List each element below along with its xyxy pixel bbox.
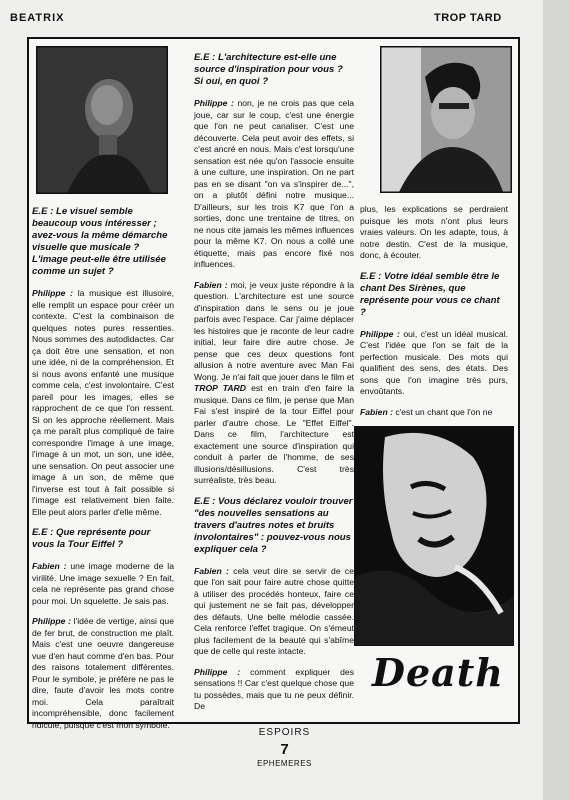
photo-portrait-left <box>36 46 168 194</box>
header-band-name: BEATRIX <box>10 12 65 24</box>
speaker-name: Fabien : <box>360 406 393 417</box>
interview-answer <box>194 98 354 271</box>
footer-page-number: 7 <box>280 741 289 758</box>
answer-text-continued: est en train d'en faire la musique. Dans ce film, je pense que Man Fai s'est inspiré de la tour Eiffel pour parler d'autre chose. Le "Effet Eiffel". Dans ce film, l'architecture est exactement une source d'inspiration qui conduit à parler de l'homme, de ses illusions/désillusions. C'est très surréaliste, très beau. <box>194 383 355 485</box>
photo-portrait-right <box>380 46 512 193</box>
interview-question: E.E : Que représente pour vous la Tour Eiffel ? <box>32 527 151 550</box>
interview-answer <box>32 288 174 518</box>
header-group-name: TROP TARD <box>434 12 502 24</box>
interview-answer <box>32 616 174 731</box>
column-middle <box>194 52 354 722</box>
answer-text: cela veut dire se servir de ce que l'on sait pour faire autre chose quitte à utiliser des procédés honteux, faire ce qui justement ne se fait pas, développer des défauts. Une belle mélodie cassée. Cela renforce l'effet tragique. On s'émeut plus facilement de la beauté qui s'abîme que de celle qui reste intacte. <box>194 565 354 656</box>
interview-answer <box>360 407 508 419</box>
speaker-name: Philippe : <box>194 98 234 108</box>
answer-text: oui, c'est un idéal musical. C'est l'idée que l'on se fait de la perfection musicale. Des mots qui qualifient des sens, des états. Des sons que l'on imagine très purs, envoûtants. <box>360 328 508 396</box>
interview-answer <box>194 667 354 713</box>
answer-text: une image moderne de la virilité. Une image sexuelle ? En fait, cela ne représente pas grand chose pour moi. Un squelette. Je sais pas. <box>32 561 174 606</box>
answer-text: plus, les explications se perdraient puisque les mots n'ont plus leurs vraies valeurs. On les adapte, tous, à notre destin. C'est de la musique, donc, à écouter. <box>360 204 508 260</box>
page-edge-shadow <box>543 0 569 800</box>
interview-question: E.E : Le visuel semble beaucoup vous intéresser ; avez-vous la même démarche visuelle que musicale ? L'image peut-elle être utilisée comme un sujet ? <box>32 206 168 277</box>
interview-question: E.E : L'architecture est-elle une source d'inspiration pour vous ? Si oui, en quoi ? <box>194 52 343 87</box>
answer-text: moi, je veux juste répondre à la question. L'architecture est une source d'inspiration dans le sens ou je joue parfois avec l'espace. Car j'aime déplacer les histoires que je raconte de leur cadre initial, leur faire dire autre chose. Je pense que ces deux questions font allusion à notre aventure avec Man Fai Wong. Je n'ai fait que jouer dans le film et <box>194 279 354 382</box>
answer-text: comment expliquer des sensations !! Car c'est quelque chose que tu possèdes, mais que tu ne peux définir. De <box>194 666 355 711</box>
column-right <box>360 204 508 427</box>
interview-answer <box>194 566 354 658</box>
speaker-name: Fabien : <box>194 565 229 576</box>
interview-answer <box>32 561 174 607</box>
photo-death-artwork <box>354 426 514 646</box>
answer-text: la musique est illusoire, elle remplit un espace pour créer un contexte. C'est la combinaison de quelques notes pures ressenties. Nous sommes des autodidactes. Car ça doit être une sensation, et non une idée, ni de la compréhension. Et si nous avons enfanté une musique comme cela, c'est involontaire. C'est pareil pour les images, elles se rapprochent de ce que l'on ressent. Si on les approche réellement. Mais ça me paraît plus compliqué de faire correspondre l'image à une image, l'image à un mot, un son, une idée, une sensation. On peut associer une image à un son, de même que l'inverse est tout à fait possible si l'image est relativement bien faite. Elle peut alors parler d'elle même. <box>32 288 174 517</box>
speaker-name: Philippe : <box>194 666 241 677</box>
band-name-mention: TROP TARD <box>194 383 246 393</box>
answer-text: c'est un chant que l'on ne <box>392 406 493 417</box>
speaker-name: Philippe : <box>32 288 73 298</box>
speaker-name: Philippe : <box>360 328 400 339</box>
column-left <box>32 206 174 740</box>
speaker-name: Philippe : <box>32 616 71 626</box>
interview-answer <box>360 329 508 398</box>
footer-title-line1: ESPOIRS <box>258 727 311 738</box>
interview-question: E.E : Votre idéal semble être le chant Des Sirènes, que représente pour vous ce chant ? <box>360 270 500 318</box>
death-title: Death <box>372 650 504 695</box>
speaker-name: Fabien : <box>194 279 228 290</box>
answer-text: l'idée de vertige, ainsi que de fer brut, de construction me plaît. Mais c'est une oeuvre dangereuse vue d'en haut comme d'en bas. Pour des raisons totalement différentes. Pour le symbole, je préfère ne pas le dire, faute d'avoir les mots contre moi. Cela paraîtrait incompréhensible, donc facilement ridicule, puisque c'est mon symbole. <box>32 616 174 730</box>
speaker-name: Fabien : <box>32 561 67 571</box>
footer-title-line2: EPHEMERES <box>257 759 312 768</box>
interview-question: E.E : Vous déclarez vouloir trouver "des nouvelles sensations au travers d'autres notes et bruits involontaires" : pouvez-vous nous expliquer cela ? <box>194 495 353 555</box>
interview-answer <box>194 280 354 487</box>
interview-answer <box>360 204 508 262</box>
answer-text: non, je ne crois pas que cela joue, car sur le coup, c'est une énergie que l'on ne peut canaliser. C'est une découverte. Cela peut avoir des effets, si c'est ancré en nous. Mais c'est lorsqu'une sensation est née qu'on l'associe ensuite à une culture, une inspiration. On ne part pas en se disant "on va s'inspirer de...", on a plutôt défini notre musique... D'ailleurs, sur les trois K7 que l'on a sorties, donc une trentaine de titres, on ne nous cite jamais les mêmes influences pour la même K7. On nous a collé une étiquette, mais pas encore fixé nos influences. <box>194 98 355 269</box>
